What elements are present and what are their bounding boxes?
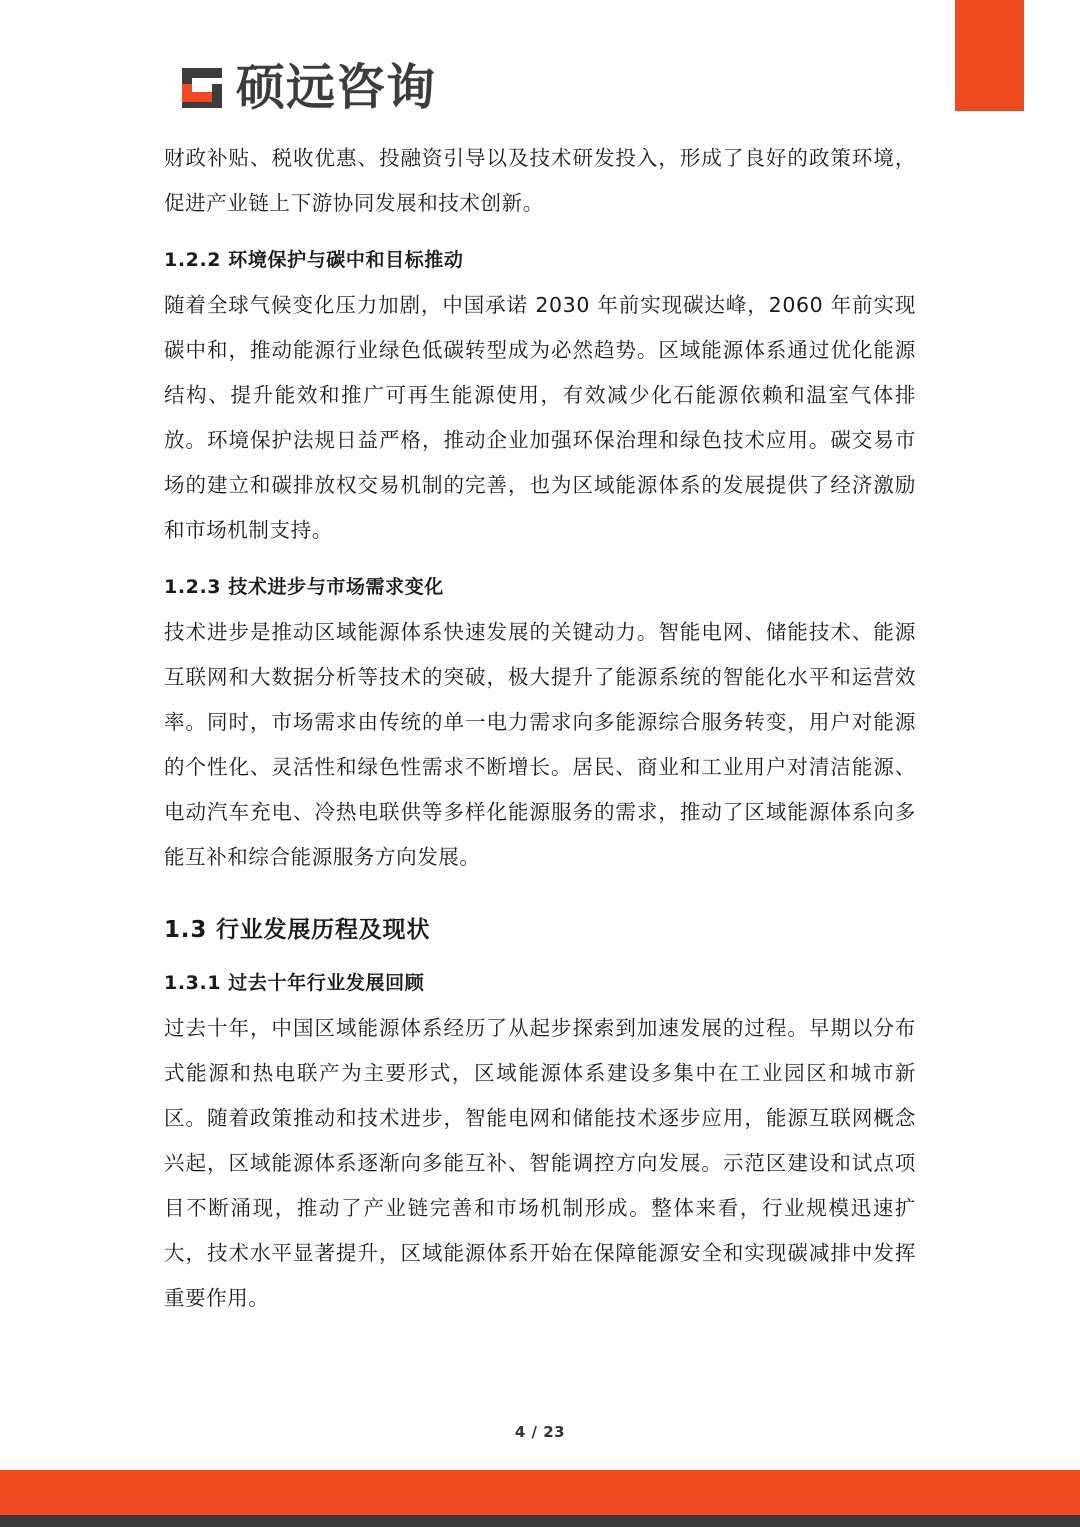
- paragraph-1-2-2: 随着全球气候变化压力加剧，中国承诺 2030 年前实现碳达峰，2060 年前实现碳中和，推动能源行业绿色低碳转型成为必然趋势。区域能源体系通过优化能源结构、提升能效和推广可再生能源使用，有效减少化石能源依赖和温室气体排放。环境保护法规日益严格，推动企业加强环保治理和绿色技术应用。碳交易市场的建立和碳排放权交易机制的完善，也为区域能源体系的发展提供了经济激励和市场机制支持。: [164, 293, 916, 542]
- paragraph-1-2-3: 技术进步是推动区域能源体系快速发展的关键动力。智能电网、储能技术、能源互联网和大数据分析等技术的突破，极大提升了能源系统的智能化水平和运营效率。同时，市场需求由传统的单一电力需求向多能源综合服务转变，用户对能源的个性化、灵活性和绿色性需求不断增长。居民、商业和工业用户对清洁能源、电动汽车充电、冷热电联供等多样化能源服务的需求，推动了区域能源体系向多能互补和综合能源服务方向发展。: [164, 620, 916, 869]
- subsection-heading-1-2-2: 1.2.2 环境保护与碳中和目标推动: [164, 249, 464, 271]
- subsection-heading-1-3-1: 1.3.1 过去十年行业发展回顾: [164, 972, 425, 994]
- page-number: 4 / 23: [514, 1423, 566, 1441]
- company-logo: [176, 58, 436, 118]
- logo-text: 硕远咨询: [236, 59, 437, 116]
- corner-accent-tab: [955, 0, 1024, 111]
- intro-paragraph: 财政补贴、税收优惠、投融资引导以及技术研发投入，形成了良好的政策环境，促进产业链上下游协同发展和技术创新。: [164, 146, 916, 215]
- paragraph-1-3-1: 过去十年，中国区域能源体系经历了从起步探索到加速发展的过程。早期以分布式能源和热电联产为主要形式，区域能源体系建设多集中在工业园区和城市新区。随着政策推动和技术进步，智能电网和储能技术逐步应用，能源互联网概念兴起，区域能源体系逐渐向多能互补、智能调控方向发展。示范区建设和试点项目不断涌现，推动了产业链完善和市场机制形成。整体来看，行业规模迅速扩大，技术水平显著提升，区域能源体系开始在保障能源安全和实现碳减排中发挥重要作用。: [164, 1016, 916, 1310]
- section-heading-1-3: 1.3 行业发展历程及现状: [164, 917, 431, 943]
- logo-mark-icon: [176, 62, 228, 114]
- subsection-heading-1-2-3: 1.2.3 技术进步与市场需求变化: [164, 576, 444, 598]
- footer-accent-bar: [0, 1470, 1080, 1515]
- footer-dark-line: [0, 1515, 1080, 1527]
- document-body: [164, 136, 916, 1321]
